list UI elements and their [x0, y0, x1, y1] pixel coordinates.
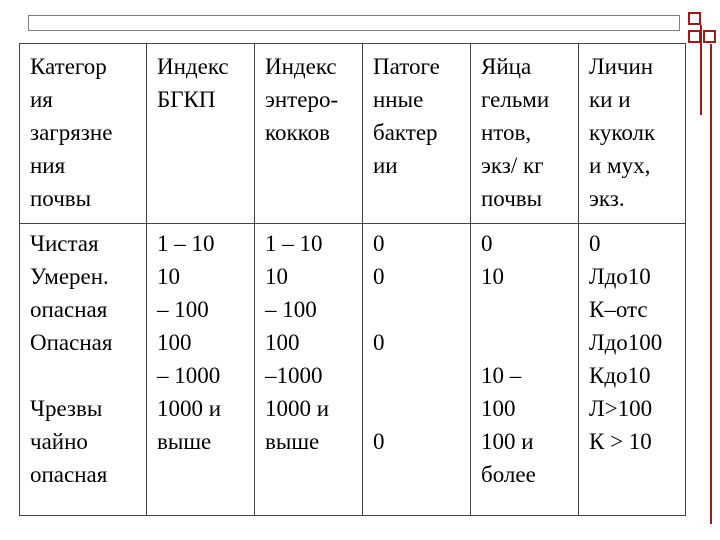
- slide-title-bar: [28, 15, 680, 31]
- decorative-square-icon: [688, 12, 701, 25]
- body-cell-pathogenic-bacteria: 0 0 0 0: [363, 224, 471, 516]
- body-cell-bgkp-index: 1 – 10 10 – 100 100 – 1000 1000 и выше: [147, 224, 255, 516]
- decorative-square-icon: [688, 30, 701, 43]
- header-cell-fly-larvae: Личин ки и куколк и мух, экз.: [579, 44, 686, 224]
- table-header-row: [20, 44, 686, 224]
- body-cell-helminth-eggs: 0 10 10 – 100 100 и более: [471, 224, 579, 516]
- body-cell-fly-larvae: 0 Лдо10 К–отс Лдо100 Кдо10 Л>100 К > 10: [579, 224, 686, 516]
- table-row: [20, 224, 686, 516]
- header-cell-pathogenic-bacteria: Патоге нные бактер ии: [363, 44, 471, 224]
- body-cell-enterococci-index: 1 – 10 10 – 100 100 –1000 1000 и выше: [255, 224, 363, 516]
- decorative-line: [710, 44, 712, 524]
- decorative-square-icon: [703, 30, 716, 43]
- header-cell-bgkp-index: Индекс БГКП: [147, 44, 255, 224]
- soil-contamination-table: [19, 43, 686, 516]
- header-cell-enterococci-index: Индекс энтеро- кокков: [255, 44, 363, 224]
- header-cell-helminth-eggs: Яйца гельми нтов, экз/ кг почвы: [471, 44, 579, 224]
- body-cell-category: Чистая Умерен. опасная Опасная Чрезвы чайно опасная: [20, 224, 147, 516]
- header-cell-category: Категор ия загрязне ния почвы: [20, 44, 147, 224]
